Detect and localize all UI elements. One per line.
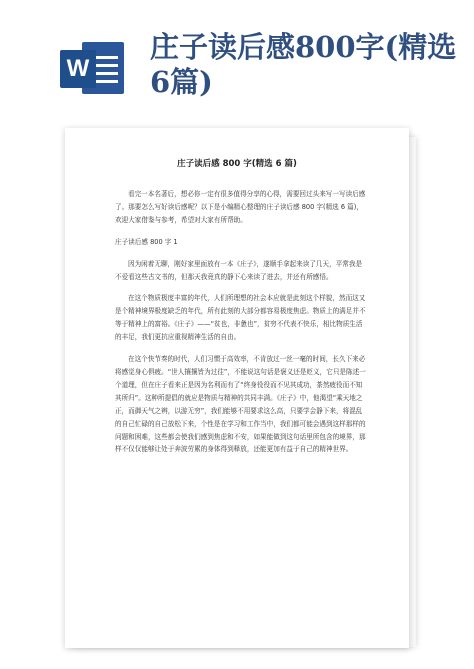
word-document-icon bbox=[60, 40, 126, 96]
word-icon-letter: W bbox=[60, 50, 96, 88]
watermark: ​ bbox=[17, 180, 23, 190]
paragraph: 在这个物质极度丰富的年代，人们所理想的社会本应就是此刻这个样貌，然而这又是个精神境界极度缺乏的年代，所有此刻的大部分都容易极度焦虑。物质上的满足并不等于精神上的富裕。《庄子》——“贫也，非惫也”，贫穷不代表不快乐，相比物质生活的丰足，我们更抗应重视精神生活的自由。 bbox=[115, 294, 366, 342]
banner-title: 庄子读后感800字(精选6篇) bbox=[150, 30, 457, 99]
section-heading: 庄子读后感 800 字 1 bbox=[115, 237, 178, 246]
paragraph-intro: 看完一本名著后，想必你一定有很多值得分享的心得，需要回过头来写一写读后感了。那要怎么写好读后感呢？以下是小编精心整理的庄子读后感 800 字(精选 6 篇)，欢迎大家借鉴与参考，希望对大家有所帮助。 bbox=[115, 190, 366, 224]
paragraph: 因为闲着无聊，刚好家里面放有一本《庄子》，遂顺手拿起来读了几天，平常我是不爱看这些古文书的，但那天我竟真的静下心来读了进去，并还有所感悟。 bbox=[115, 259, 363, 281]
header-banner bbox=[0, 0, 474, 120]
paragraph: 在这个快节奏的时代，人们习惯于高效率，不肯放过一丝一毫的时间，长久下来必将感觉身心俱疲。“世人攘攘皆为过往”，不能说这句话是褒义还是贬义，它只是陈述一个道理，但在庄子看来正是因为名利而有了“终身役役而不见其成功，茶然疲役而不知其所归”。这种所提倡的就应是物质与精神的共同丰满。《庄子》中，他渴望“乘天地之正，而御天气之辨，以游无穷”，我们能够不用要求这么高，只要学会静下来，将混乱的自己忙碌的自己放松下来，个性是在学习和工作当中，我们都可能会遇到这样那样的问题和困难，这些都会使我们感到焦虑和不安，如果能做到这句话里所包含的境界，那样不仅仅能够让处于奔波劳累的身体得到释放，还能更加有益于自己的精神世界。 bbox=[115, 355, 366, 454]
document-title: 庄子读后感 800 字(精选 6 篇) bbox=[177, 159, 297, 169]
document-body bbox=[115, 188, 367, 465]
document-page bbox=[65, 128, 409, 648]
